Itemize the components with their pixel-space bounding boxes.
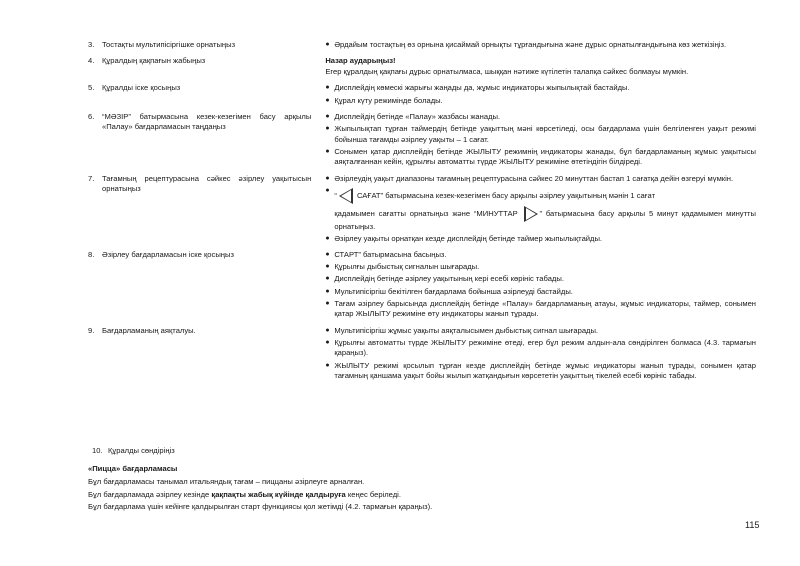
bullet-icon: ● — [325, 275, 330, 283]
step-instruction: Әзірлеу бағдарламасын іске қосыңыз — [102, 250, 234, 260]
warning-title: Назар аударыңыз! — [325, 56, 396, 66]
step-number: 3. — [88, 40, 95, 49]
bullet-icon: ● — [325, 112, 330, 120]
bullet-icon: ● — [325, 124, 330, 132]
list-item: ● Сонымен қатар дисплейдің бетінде ЖЫЛЫТУ режимнің индикаторы жанады, бұл бағдарламаның жұмыс уақытысы аяқталғаннан кейін, құрылғы автоматты түрде ЖЫЛЫТУ режиміне өтетіндігін білдіреді. — [325, 146, 756, 167]
step-instruction: Бағдарламаның аяқталуы. — [102, 325, 196, 335]
pizza-program-section — [88, 463, 748, 514]
bullet-icon: ● — [325, 263, 330, 271]
step-row — [88, 112, 756, 170]
list-item: ● Дисплейдің бетінде «Палау» жазбасы жанады. — [325, 111, 501, 121]
step-instruction: Құралды сөндіріңіз — [108, 446, 175, 455]
step-number: 7. — [88, 173, 95, 183]
step-instruction: “МӘЗІР” батырмасына кезек-кезегімен басу арқылы «Палау» бағдарламасын таңдаңыз — [102, 111, 312, 132]
bullet-icon: ● — [325, 174, 330, 182]
step-instruction: Тағамның рецептурасына сәйкес әзірлеу уақытысын орнатыңыз — [102, 173, 312, 194]
list-item: ● Құрал күту режимінде болады. — [325, 95, 443, 105]
bullet-icon: ● — [325, 41, 330, 48]
bullet-icon: ● — [325, 299, 330, 307]
step-row — [88, 250, 756, 322]
step-instruction: Тостақты мультипісіргішке орнатыңыз — [102, 40, 236, 49]
step-number: 9. — [88, 325, 95, 335]
bullet-icon: ● — [325, 96, 330, 104]
list-item: ● Құрылғы автоматты түрде ЖЫЛЫТУ режиміне өтеді, егер бұл режим алдын-ала сөндірілген болмаса (4.3. тармағын қараңыз). — [325, 337, 756, 358]
bullet-icon: ● — [325, 147, 330, 155]
bullet-icon: ● — [325, 186, 330, 194]
minutes-button-triangle-icon — [524, 206, 538, 222]
step-instruction: Құралдың қақпағын жабыңыз — [102, 56, 206, 66]
list-item: ● Дисплейдің көмескі жарығы жаңады да, жұмыс индикаторы жыпылықтай бастайды. — [325, 83, 630, 93]
hour-button-triangle-icon — [339, 188, 353, 204]
bullet-icon: ● — [325, 84, 330, 92]
step-row-10 — [92, 446, 175, 455]
step-row — [88, 174, 756, 247]
bullet-icon: ● — [325, 251, 330, 259]
list-item: ● СТАРТ” батырмасына басыңыз. — [325, 250, 447, 260]
warning-text: Егер құралдың қақпағы дұрыс орнатылмаса, шыққан нәтиже күтілетін талапқа сәйкес болмауы мүмкін. — [325, 66, 689, 76]
list-item: ● Әзірлеудің уақыт диапазоны тағамның рецептурасына сәйкес 20 минуттан бастап 1 сағатқа дейін өзгеруі мүмкін. — [325, 173, 734, 183]
list-item: ● Дисплейдің бетінде әзірлеу уақытының кері есебі көрініс табады. — [325, 274, 564, 284]
list-item: ● Әрдайым тостақтың өз орнына қисаймай орнықты тұрғандығына және дұрыс орнатылғандығына көз жеткізіңіз. — [325, 40, 727, 49]
list-item: ● Құрылғы дыбыстық сигналын шығарады. — [325, 262, 480, 272]
list-item: ● Мультипісіргіш бекітілген бағдарлама бойынша әзірлеуді бастайды. — [325, 286, 573, 296]
step-instruction: Құралды іске қосыңыз — [102, 83, 181, 93]
page-number: 115 — [745, 520, 760, 530]
steps-table — [88, 40, 756, 387]
step-number: 6. — [88, 111, 95, 121]
section-title: «Пицца» бағдарламасы — [88, 464, 178, 473]
list-item: ● Мультипісіргіш жұмыс уақыты аяқталысымен дыбыстық сигнал шығарады. — [325, 325, 599, 335]
paragraph: Бұл бағдарламасы танымал итальяндық тағам – пиццаны әзірлеуге арналған. — [88, 476, 365, 486]
list-item: ● Әзірлеу уақыты орнатқан кезде дисплейдің бетінде таймер жыпылықтайды. — [325, 233, 603, 243]
step-number: 4. — [88, 56, 95, 66]
list-item: ● “ САҒАТ” батырмасына кезек-кезегімен басу арқылы әзірлеу уақытының мәнін 1 сағат қадамымен сағатты орнатыңыз және “МИНУТТАР ” батырмасына басу арқылы 5 минут қадамымен минутты орнатыңыз. — [325, 186, 756, 231]
bullet-icon: ● — [325, 326, 330, 334]
step-row — [88, 326, 756, 384]
paragraph: Бұл бағдарламада әзірлеу кезінде қақпақты жабық күйінде қалдыруға кеңес беріледі. — [88, 489, 401, 499]
list-item: ● Тағам әзірлеу барысында дисплейдің бетінде «Палау» бағдарламаның атауы, жұмыс индикаторы, таймер, сонымен қатар ЖЫЛЫТУ режиміне өту индикаторы жанып тұрады. — [325, 298, 756, 319]
paragraph: Бұл бағдарлама үшін кейінге қалдырылған старт функциясы қол жетімді (4.2. тармағын қараңыз). — [88, 502, 433, 512]
bullet-icon: ● — [325, 338, 330, 346]
bullet-icon: ● — [325, 361, 330, 369]
step-row — [88, 40, 756, 52]
bullet-icon: ● — [325, 234, 330, 242]
step-row — [88, 56, 756, 77]
step-number: 10. — [92, 446, 103, 455]
step-number: 8. — [88, 250, 95, 260]
list-item: ● Жыпылықтап тұрған таймердің бетінде уақыттың мәні көрсетіледі, осы бағдарлама үшін белгіленген уақыт режимі бойынша тағамды әзірлеу уақыты – 1 сағат. — [325, 123, 756, 144]
step-row — [88, 83, 756, 107]
step-number: 5. — [88, 83, 95, 93]
bullet-icon: ● — [325, 287, 330, 295]
list-item: ● ЖЫЛЫТУ режимі қосылып тұрған кезде дисплейдің бетінде жұмыс индикаторы жанып тұрады, сонымен қатар тағамның қаншама уақыт бойы жылып жатқандығын көрсететін уақыттың тікелей есебі көрініс табады. — [325, 360, 756, 381]
